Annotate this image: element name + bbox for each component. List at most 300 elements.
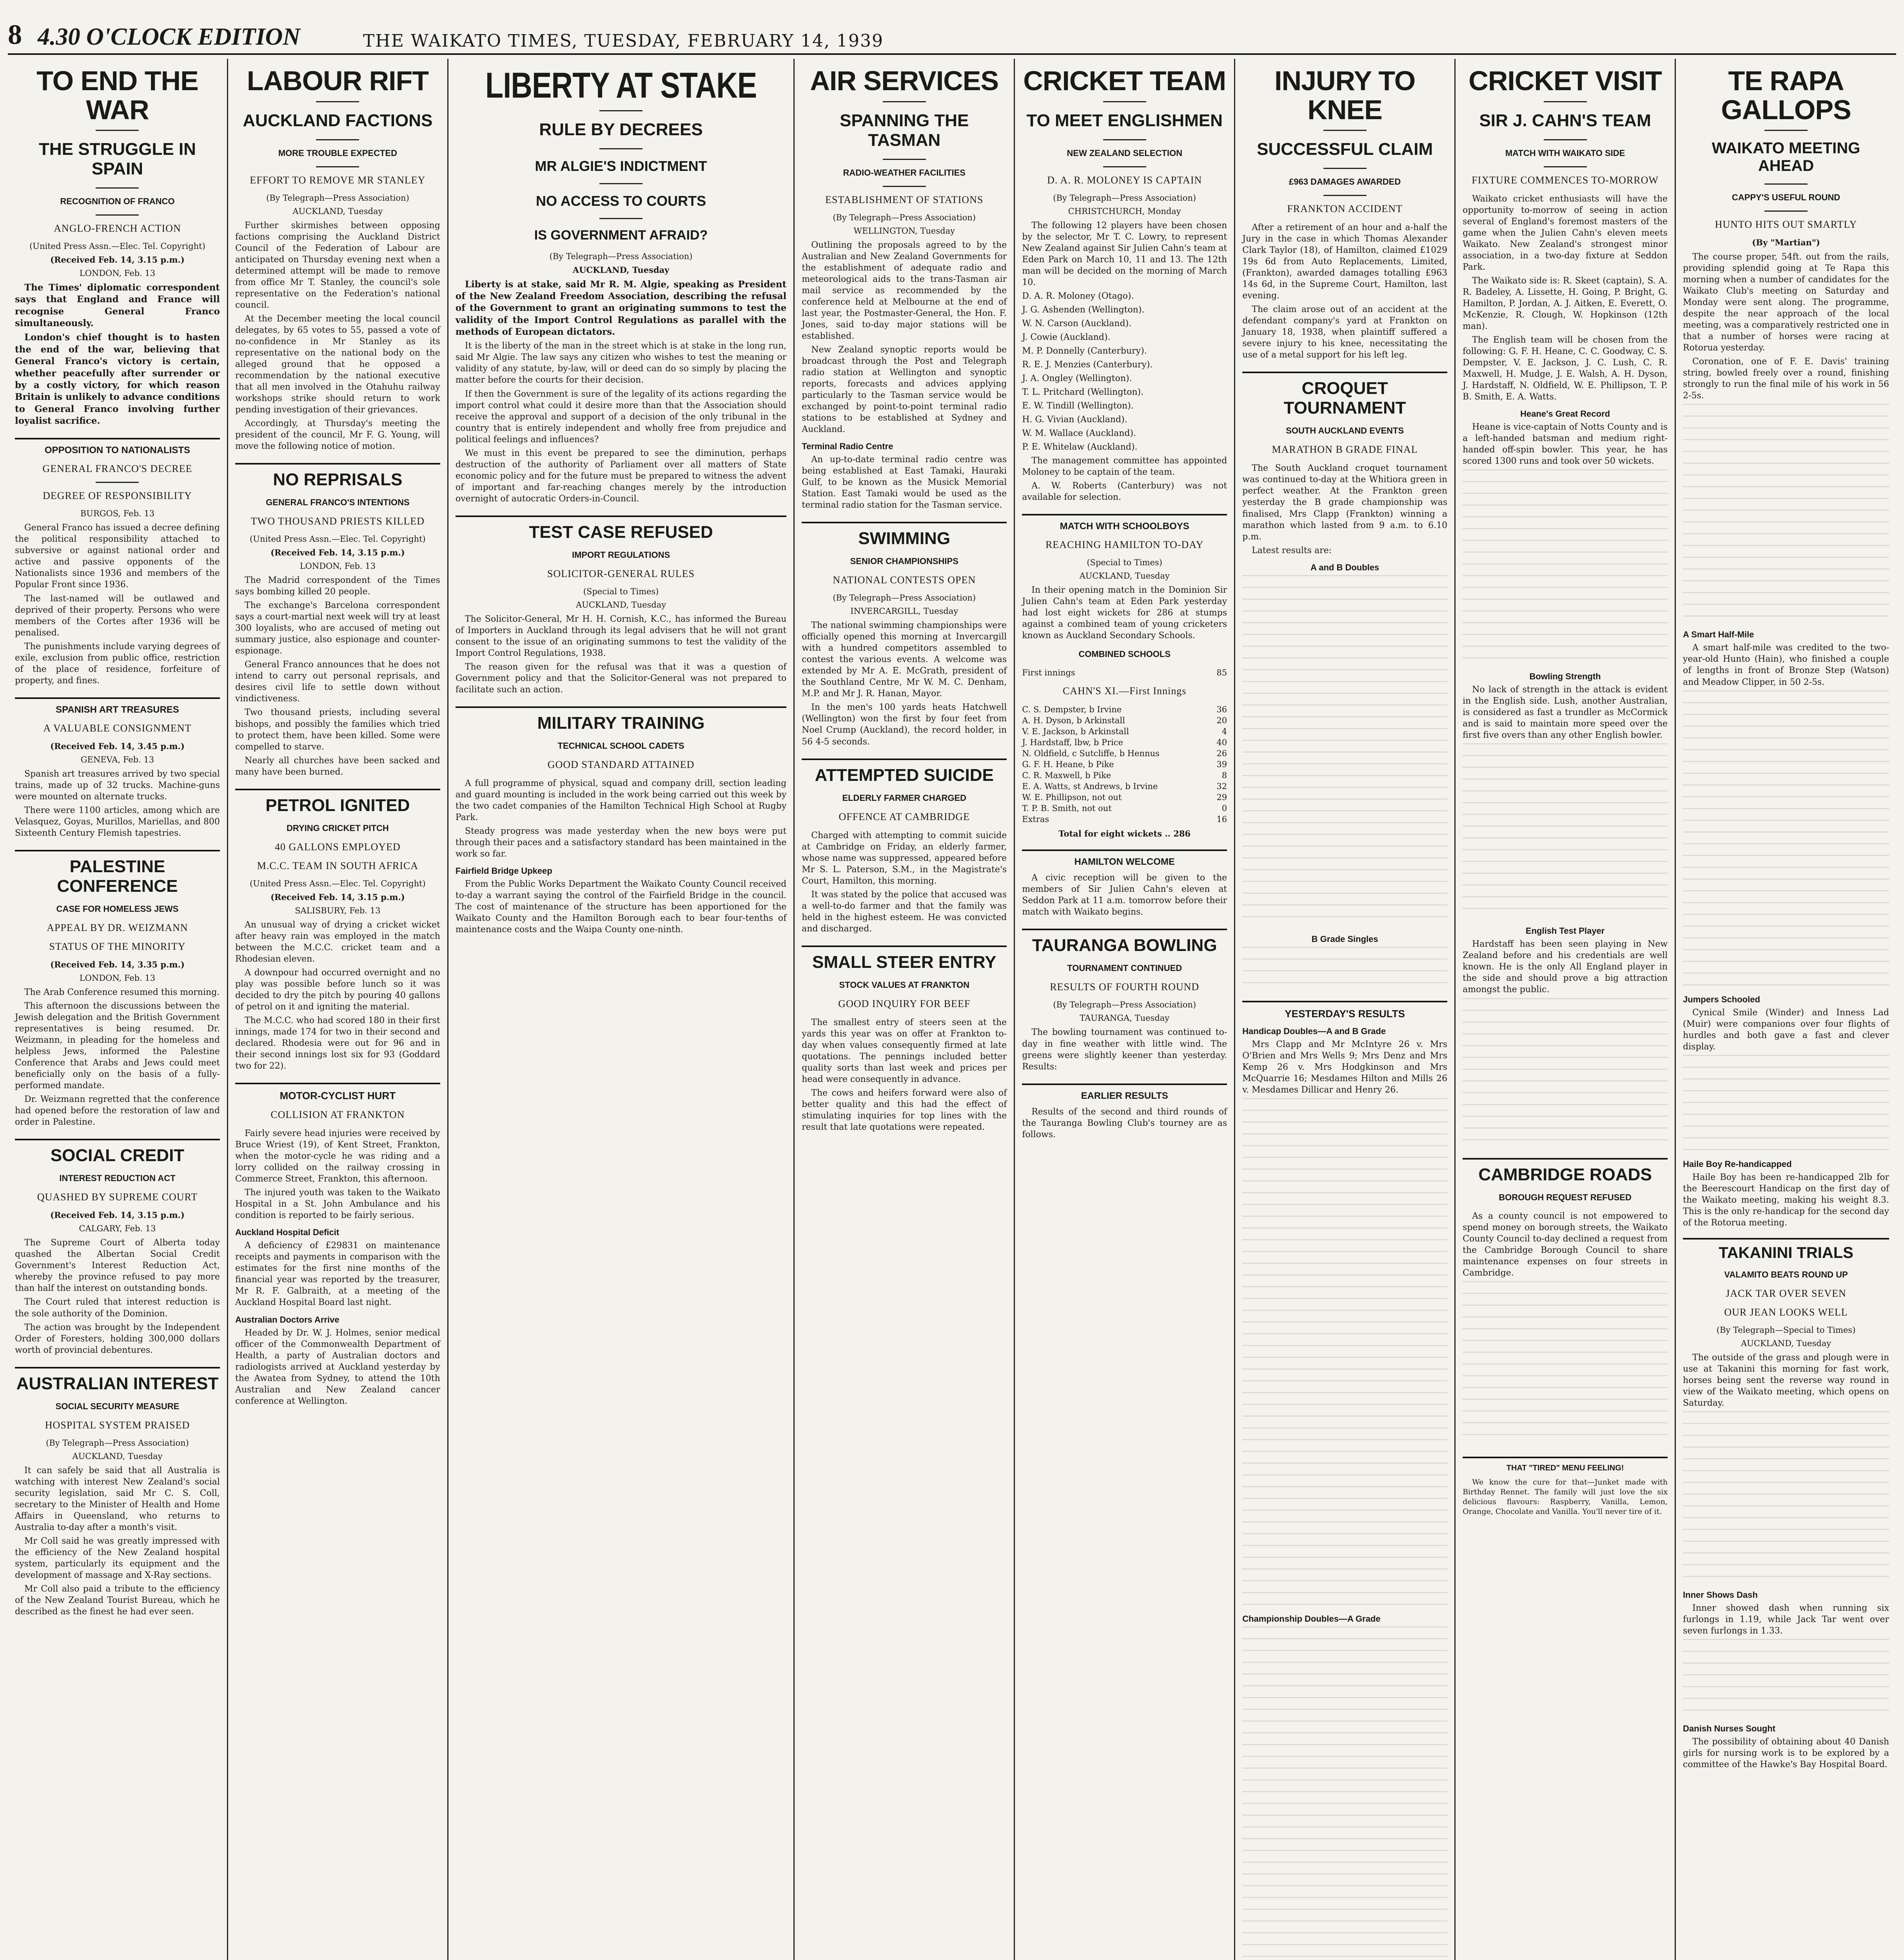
deck: ANGLO-FRENCH ACTION <box>54 223 181 234</box>
deck: A VALUABLE CONSIGNMENT <box>43 722 192 734</box>
deck: BOROUGH REQUEST REFUSED <box>1499 1192 1632 1202</box>
paragraph: An unusual way of drying a cricket wicket after heavy rain was employed in the match between the M.C.C. cricket team and a Rhodesian eleven. <box>235 920 440 964</box>
dateline: GENEVA, Feb. 13 <box>80 755 154 764</box>
received: (Received Feb. 14, 3.15 p.m.) <box>270 548 405 558</box>
deck: APPEAL BY DR. WEIZMANN <box>47 922 188 933</box>
score-head: CAHN'S XI.—First Innings <box>1062 685 1187 697</box>
team-member: R. E. J. Menzies (Canterbury). <box>1022 359 1153 370</box>
credit: (Special to Times) <box>1087 558 1162 568</box>
paragraph: New Zealand synoptic reports would be broadcast through the Post and Telegraph radio station at Wellington and synoptic reports, forecasts and advices applying particularly to the Tasman service would be exchanged by point-to-point terminal radio stations to be established at Sydney and Auckland. <box>802 345 1007 434</box>
subhead: MILITARY TRAINING <box>456 706 786 733</box>
article-text <box>1463 998 1668 1147</box>
dateline: AUCKLAND, Tuesday <box>292 206 383 216</box>
article-text <box>1683 1055 1889 1153</box>
dateline: TAURANGA, Tuesday <box>1080 1013 1170 1023</box>
credit: (By Telegraph—Press Association) <box>46 1438 189 1448</box>
score-name: C. R. Maxwell, b Pike <box>1022 771 1111 780</box>
dateline: WELLINGTON, Tuesday <box>853 226 955 236</box>
sidehead: Championship Doubles—A Grade <box>1242 1613 1381 1624</box>
paragraph: The reason given for the refusal was that it was a question of Government policy and that the Solicitor-General was not prepared to facilitate such an action. <box>455 662 787 695</box>
paragraph: No lack of strength in the attack is evident in the English side. Lush, another Australian, is considered as fast a trundler as McCormick and is said to maintain more speed over the first five overs than any other English bowler. <box>1463 685 1668 740</box>
score-name: G. F. H. Heane, b Pike <box>1022 760 1114 769</box>
paragraph: Headed by Dr. W. J. Holmes, senior medical officer of the Commonwealth Department of Health, a party of Australian doctors and radiologists arrived at Auckland yesterday by the Awatea from Sydney, to attend the 10th Australian and New Zealand cancer conference at Wellington. <box>235 1328 440 1406</box>
sidehead: Terminal Radio Centre <box>802 441 893 452</box>
team-member: W. N. Carson (Auckland). <box>1022 318 1132 328</box>
divider <box>599 218 643 219</box>
newspaper-columns <box>8 59 1896 1960</box>
results-text <box>1242 1098 1447 1608</box>
paragraph: Two thousand priests, including several bishops, and possibly the families which tried to protect them, have been killed. Some were compelled to starve. <box>235 708 440 752</box>
paragraph: The M.C.C. who had scored 180 in their first innings, made 174 for two in their second and declared. Rhodesia were out for 96 and in their second innings lost six for 93 (Goddard two for 22). <box>235 1015 440 1071</box>
deck: VALAMITO BEATS ROUND UP <box>1724 1269 1848 1279</box>
team-member: P. E. Whitelaw (Auckland). <box>1022 442 1138 452</box>
paragraph: This afternoon the discussions between the Jewish delegation and the British Government representatives is being resumed. Dr. Weizmann, in pleading for the homeless and helpless Jews, informed the Palestine Conference that Arabs and Jews could meet beneficially only on the basis of a fully-performed mandate. <box>15 1001 220 1091</box>
divider <box>1544 101 1587 102</box>
divider <box>96 214 139 216</box>
deck: IMPORT REGULATIONS <box>572 550 670 560</box>
team-member: J. Cowie (Auckland). <box>1022 332 1111 342</box>
deck: OFFENCE AT CAMBRIDGE <box>839 811 970 822</box>
deck: EFFORT TO REMOVE MR STANLEY <box>250 174 426 186</box>
sidehead: A and B Doubles <box>1310 562 1379 572</box>
article-text <box>1683 1639 1889 1717</box>
deck: TWO THOUSAND PRIESTS KILLED <box>250 515 425 527</box>
deck: JACK TAR OVER SEVEN <box>1726 1287 1846 1299</box>
divider <box>883 186 926 187</box>
deck: M.C.C. TEAM IN SOUTH AFRICA <box>257 860 419 871</box>
deck: GENERAL FRANCO'S INTENTIONS <box>266 497 410 508</box>
paragraph: As a county council is not empowered to spend money on borough streets, the Waikato County Council to-day declined a request from the Cambridge Borough Council to share maintenance expenses on four streets in Cambridge. <box>1463 1211 1668 1278</box>
deck: SOUTH AUCKLAND EVENTS <box>1286 426 1404 436</box>
advert-heading: THAT "TIRED" MENU FEELING! <box>1463 1457 1668 1473</box>
paragraph: The possibility of obtaining about 40 Danish girls for nursing work is to be explored by a committee of the Hawke's Bay Hospital Board. <box>1683 1737 1889 1770</box>
paragraph: A deficiency of £29831 on maintenance receipts and payments in comparison with the estimates for the first nine months of the financial year was reported by the treasurer, Mr R. F. Galbraith, at a meeting of the Auckland Hospital Board last night. <box>235 1241 440 1308</box>
paragraph: The smallest entry of steers seen at the yards this year was on offer at Frankton to-day when values consequently firmed at late quotations. The pennings included better quality sorts than last week and prices per head were consequently in advance. <box>802 1017 1007 1084</box>
received: (Received Feb. 14, 3.15 p.m.) <box>50 1210 185 1220</box>
paragraph: Cynical Smile (Winder) and Inness Lad (Muir) were companions over four flights of hurdles and both gave a fast and clever display. <box>1683 1007 1889 1052</box>
score-runs: 85 <box>1216 668 1227 678</box>
column-2 <box>228 59 448 1960</box>
headline: LABOUR RIFT <box>247 65 429 96</box>
deck: SOLICITOR-GENERAL RULES <box>547 568 695 579</box>
sidehead: Bowling Strength <box>1529 671 1601 682</box>
headline: INJURY TO KNEE <box>1274 65 1416 125</box>
deck: FRANKTON ACCIDENT <box>1287 203 1403 214</box>
deck: ELDERLY FARMER CHARGED <box>842 793 967 803</box>
headline: CRICKET TEAM <box>1023 65 1226 96</box>
dateline: LONDON, Feb. 13 <box>79 269 156 278</box>
deck: AUCKLAND FACTIONS <box>243 111 433 130</box>
sidehead: B Grade Singles <box>1311 934 1378 944</box>
deck: CASE FOR HOMELESS JEWS <box>56 904 179 914</box>
subhead: SMALL STEER ENTRY <box>802 946 1007 972</box>
dateline: AUCKLAND, Tuesday <box>1741 1338 1831 1348</box>
deck: SIR J. CAHN'S TEAM <box>1479 111 1651 130</box>
deck: NATIONAL CONTESTS OPEN <box>833 574 976 586</box>
paragraph: A. W. Roberts (Canterbury) was not available for selection. <box>1022 481 1227 503</box>
divider <box>316 139 359 140</box>
credit: (By Telegraph—Press Association) <box>1053 193 1196 203</box>
deck: SENIOR CHAMPIONSHIPS <box>850 556 958 566</box>
sidehead: Heane's Great Record <box>1520 409 1610 419</box>
paragraph: Hardstaff has been seen playing in New Zealand before and his credentials are well known. He is the only All England player in the side and should prove a big attraction amongst the public. <box>1463 939 1668 995</box>
article-text <box>1463 743 1668 920</box>
divider <box>1764 183 1808 185</box>
paragraph: After a retirement of an hour and a-half the Jury in the case in which Thomas Alexander Clark Taylor (18), of Hamilton, claimed £1029 19s 6d from Auto Replacements, Limited, (Frankton), awarded damages totalling £963 14s 6d, in the Supreme Court, Hamilton, last evening. <box>1242 223 1448 301</box>
score-runs: 26 <box>1216 749 1227 759</box>
subhead: EARLIER RESULTS <box>1022 1083 1227 1102</box>
sidehead: Haile Boy Re-handicapped <box>1683 1159 1792 1169</box>
deck: FIXTURE COMMENCES TO-MORROW <box>1472 174 1659 186</box>
subhead: PALESTINE CONFERENCE <box>15 850 220 896</box>
paragraph: Heane is vice-captain of Notts County and is a left-handed batsman and medium right-handed off-spin bowler. This year, he has scored 1300 runs and took over 50 wickets. <box>1463 422 1668 466</box>
score-row <box>1022 748 1227 759</box>
deck: £963 DAMAGES AWARDED <box>1289 177 1401 187</box>
dateline: SALISBURY, Feb. 13 <box>295 906 381 915</box>
credit: (United Press Assn.—Elec. Tel. Copyright) <box>250 534 426 544</box>
score-row <box>1022 726 1227 737</box>
paragraph: The course proper, 54ft. out from the rails, providing splendid going at Te Rapa this morning when a number of candidates for the Waikato Club's meeting on Saturday and Monday were sent along. The programme, despite the near approach of the local meeting, was a comparatively restricted one in that a number of horses were racing at Rotorua yesterday. <box>1683 252 1889 353</box>
subhead: PETROL IGNITED <box>235 789 440 815</box>
credit: (By Telegraph—Press Association) <box>833 212 976 222</box>
paragraph: The injured youth was taken to the Waikato Hospital in a St. John Ambulance and his condition is reported to be fairly serious. <box>235 1188 440 1221</box>
team-member: J. A. Ongley (Wellington). <box>1022 373 1132 383</box>
credit: (Special to Times) <box>583 586 659 596</box>
column-6 <box>1235 59 1456 1960</box>
article-text <box>1463 1281 1668 1446</box>
score-row <box>1022 803 1227 814</box>
paragraph: At the December meeting the local council delegates, by 65 votes to 55, passed a vote of no-confidence in Mr Stanley as its representative on the national body on the alleged ground that he opposed a recommendation by the national executive that all men involved in the Otahuhu railway workshops strike should return to work pending investigation of their grievances. <box>235 314 440 415</box>
deck: RESULTS OF FOURTH ROUND <box>1050 981 1200 993</box>
divider <box>599 110 643 111</box>
deck: COLLISION AT FRANKTON <box>270 1109 405 1121</box>
dateline: AUCKLAND, Tuesday <box>1079 571 1170 581</box>
deck: INTEREST REDUCTION ACT <box>59 1173 176 1183</box>
team-member: W. M. Wallace (Auckland). <box>1022 428 1136 438</box>
divider <box>599 183 643 184</box>
masthead <box>8 8 1896 55</box>
column-3 <box>448 59 795 1960</box>
paragraph: The last-named will be outlawed and deprived of their property. Persons who were members of the Cortes after 1936 will be penalised. <box>15 593 220 638</box>
subhead: SOCIAL CREDIT <box>15 1139 220 1165</box>
paragraph: The punishments include varying degrees of exile, exclusion from public office, restriction of the place of residence, forfeiture of property, and fines. <box>15 641 220 686</box>
paragraph: Inner showed dash when running six furlongs in 1.19, while Jack Tar went over seven furlongs in 1.33. <box>1683 1603 1889 1636</box>
paragraph: The action was brought by the Independent Order of Foresters, holding 300,000 dollars worth of provincial debentures. <box>15 1322 220 1355</box>
paragraph: Further skirmishes between opposing factions comprising the Auckland District Council of the Federation of Labour are anticipated on Thursday evening next when a determined attempt will be made to remove from office Mr T. Stanley, the council's sole representative on the Federation's national council. <box>235 220 440 310</box>
score-row <box>1022 715 1227 726</box>
divider <box>1103 101 1146 102</box>
divider <box>599 148 643 149</box>
score-row <box>1022 737 1227 748</box>
deck: SUCCESSFUL CLAIM <box>1257 140 1433 159</box>
deck: MARATHON B GRADE FINAL <box>1272 444 1418 456</box>
advert-text: We know the cure for that—Junket made with Birthday Rennet. The family will just love the six delicious flavours: Raspberry, Vanilla, Lemon, Orange, Chocolate and Vanilla. You'll never tire of it. <box>1463 1477 1668 1516</box>
subhead: HAMILTON WELCOME <box>1022 849 1227 867</box>
dateline: AUCKLAND, Tuesday <box>576 600 666 610</box>
paragraph: General Franco announces that he does not intend to carry out personal reprisals, and desires civil life to settle down without vindictiveness. <box>235 660 440 704</box>
paragraph: A smart half-mile was credited to the two-year-old Hunto (Hain), who finished a couple of lengths in front of Bronze Step (Watson) and Meadow Clipper, in 50 2-5s. <box>1683 643 1889 687</box>
deck: CAPPY'S USEFUL ROUND <box>1732 192 1840 202</box>
results-text <box>1242 575 1447 928</box>
deck: STATUS OF THE MINORITY <box>49 940 186 952</box>
dateline: AUCKLAND, Tuesday <box>572 265 670 275</box>
divider <box>96 130 139 131</box>
score-runs: 29 <box>1216 793 1227 802</box>
paragraph: A civic reception will be given to the members of Sir Julien Cahn's eleven at Seddon Park at 11 a.m. tomorrow before their match with Waikato begins. <box>1022 873 1227 917</box>
score-name: T. P. B. Smith, not out <box>1022 804 1112 813</box>
score-row <box>1022 759 1227 770</box>
headline: TO END THE WAR <box>36 65 198 125</box>
paragraph: There were 1100 articles, among which are Velasquez, Goyas, Murillos, Mariellas, and 800 Sixteenth Century Flemish tapestries. <box>15 805 220 838</box>
credit: (By Telegraph—Press Association) <box>549 251 693 261</box>
paragraph: The outside of the grass and plough were in use at Takanini this morning for fast work, horses being sent the reverse way round in view of the Waikato meeting, which opens on Saturday. <box>1683 1352 1889 1408</box>
dateline: BURGOS, Feb. 13 <box>80 509 155 519</box>
subhead: OPPOSITION TO NATIONALISTS <box>15 438 220 456</box>
dateline: LONDON, Feb. 13 <box>299 561 376 571</box>
paragraph: The exchange's Barcelona correspondent says a court-martial next week will try at least 300 loyalists, who are accused of meting out summary justice, also espionage and counter-espionage. <box>235 601 440 656</box>
deck: MORE TROUBLE EXPECTED <box>278 148 397 158</box>
score-runs: 36 <box>1216 705 1227 715</box>
scorecard <box>1022 704 1227 825</box>
divider <box>316 101 359 102</box>
deck: 40 GALLONS EMPLOYED <box>274 841 401 853</box>
dateline: INVERCARGILL, Tuesday <box>850 606 958 616</box>
paragraph: Accordingly, at Thursday's meeting the president of the council, Mr F. G. Young, will move the following notice of motion. <box>235 419 440 452</box>
score-name: V. E. Jackson, b Arkinstall <box>1022 727 1129 737</box>
credit: (United Press Assn.—Elec. Tel. Copyright) <box>29 241 205 251</box>
team-member: E. W. Tindill (Wellington). <box>1022 401 1134 411</box>
team-member: H. G. Vivian (Auckland). <box>1022 414 1127 425</box>
paragraph: The national swimming championships were officially opened this morning at Invercargill with a hundred competitors assembled to contest the various events. A welcome was extended by Mr A. E. McGrath, president of the Southland Centre, Mr W. M. C. Denham, M.P. and Mr J. R. Hanan, Mayor. <box>802 621 1007 699</box>
sidehead: Jumpers Schooled <box>1683 994 1760 1004</box>
score-runs: 40 <box>1216 738 1227 748</box>
paragraph: Results of the second and third rounds of the Tauranga Bowling Club's tourney are as follows. <box>1022 1107 1227 1140</box>
received: (Received Feb. 14, 3.45 p.m.) <box>50 741 185 751</box>
column-1 <box>8 59 228 1960</box>
paragraph: Spanish art treasures arrived by two special trains, made up of 32 trucks. Machine-guns were mounted on alternate trucks. <box>15 769 220 802</box>
score-runs: 20 <box>1216 716 1227 726</box>
column-7 <box>1456 59 1676 1960</box>
subhead: ATTEMPTED SUICIDE <box>802 759 1007 785</box>
subhead: TAURANGA BOWLING <box>1022 929 1227 955</box>
score-name: W. E. Phillipson, not out <box>1022 793 1122 802</box>
paragraph: Mr Coll also paid a tribute to the efficiency of the New Zealand Tourist Bureau, which he described as the finest he had ever seen. <box>15 1584 220 1617</box>
column-8 <box>1676 59 1896 1960</box>
paragraph: We must in this event be prepared to see the diminution, perhaps destruction of the authority of Parliament over all matters of State economic policy and for the future must be prepared to witness the advent of important and far-reaching changes merely by the introduction overnight of autocratic Orders-in-Council. <box>455 448 787 504</box>
deck: RULE BY DECREES <box>539 120 703 139</box>
received: (Received Feb. 14, 3.15 p.m.) <box>270 892 405 902</box>
deck: GOOD STANDARD ATTAINED <box>547 759 695 771</box>
paragraph: A full programme of physical, squad and company drill, section leading and guard mounting is included in the work being carried out this week by the two cadet companies of the Hamilton Technical High School at Rugby Park. <box>455 779 787 823</box>
headline: CRICKET VISIT <box>1468 65 1662 96</box>
paragraph: The English team will be chosen from the following: G. F. H. Heane, C. C. Goodway, C. S. Dempster, V. E. Jackson, J. C. Lush, C. R. Maxwell, H. Mudge, J. E. Walsh, A. H. Dyson, J. Hardstaff, N. Oldfield, W. E. Phillipson, T. P. B. Smith, E. A. Watts. <box>1463 335 1668 402</box>
score-row <box>1022 814 1227 825</box>
paragraph: Nearly all churches have been sacked and many have been burned. <box>235 755 440 777</box>
score-runs: 39 <box>1216 760 1227 769</box>
divider <box>1323 195 1367 196</box>
divider <box>883 101 926 102</box>
paragraph: Fairly severe head injuries were received by Bruce Wriest (19), of Kent Street, Frankton, when the motor-cycle he was riding and a lorry collided on the railway crossing in Commerce Street, Frankton, this afternoon. <box>235 1129 440 1184</box>
paragraph: General Franco has issued a decree defining the political responsibility attached to subversive or against national order and active and passive opponents of the Nationalists since 1936 and members of the Popular Front since 1936. <box>15 523 220 590</box>
paragraph: A downpour had occurred overnight and no play was possible before lunch so it was decided to dry the pitch by pouring 40 gallons of petrol on it and igniting the material. <box>235 967 440 1012</box>
deck: RADIO-WEATHER FACILITIES <box>843 167 966 178</box>
paragraph: The Waikato side is: R. Skeet (captain), S. A. R. Badeley, A. Lissette, H. Going, P. Bright, G. Hamilton, P. Jordan, A. J. Aitken, E. Everett, O. McKenzie, R. Clough, W. Hopkinson (12th man). <box>1463 276 1668 331</box>
deck: REACHING HAMILTON TO-DAY <box>1045 539 1204 551</box>
paragraph: Waikato cricket enthusiasts will have the opportunity to-morrow of seeing in action several of England's foremost masters of the game when the Julien Cahn's eleven meets Waikato. New Zealand's strongest minor association, in a two-day fixture at Seddon Park. <box>1463 194 1668 272</box>
score-row <box>1022 792 1227 803</box>
divider <box>883 159 926 160</box>
score-total: Total for eight wickets .. 286 <box>1058 829 1191 839</box>
divider <box>96 187 139 189</box>
score-runs: 8 <box>1222 771 1227 780</box>
headline: TE RAPA GALLOPS <box>1721 65 1851 125</box>
results-text <box>1242 947 1447 990</box>
team-member: J. G. Ashenden (Wellington). <box>1022 305 1145 315</box>
divider <box>316 166 359 167</box>
divider <box>1323 168 1367 169</box>
deck: ESTABLISHMENT OF STATIONS <box>825 194 984 205</box>
divider <box>1544 166 1587 167</box>
paragraph: Steady progress was made yesterday when the new boys were put through their paces and a satisfactory standard has been maintained in the work so far. <box>455 826 787 859</box>
score-name: First innings <box>1022 668 1075 678</box>
paragraph: Dr. Weizmann regretted that the conference had opened before the restoration of law and order in Palestine. <box>15 1094 220 1127</box>
paragraph: The Madrid correspondent of the Times says bombing killed 20 people. <box>235 575 440 597</box>
score-runs: 16 <box>1216 815 1227 824</box>
deck: MR ALGIE'S INDICTMENT <box>535 158 707 174</box>
paragraph: The bowling tournament was continued to-day in fine weather with little wind. The greens were slightly keener than yesterday. Results: <box>1022 1027 1227 1072</box>
credit: (By Telegraph—Press Association) <box>1053 1000 1196 1010</box>
column-4 <box>795 59 1015 1960</box>
paragraph: In their opening match in the Dominion Sir Julien Cahn's team at Eden Park yesterday had lost eight wickets for 286 at stumps against a combined team of young cricketers known as Auckland Secondary Schools. <box>1022 585 1227 641</box>
sidehead: Handicap Doubles—A and B Grade <box>1242 1026 1386 1036</box>
deck: GOOD INQUIRY FOR BEEF <box>838 998 971 1009</box>
sidehead: Danish Nurses Sought <box>1683 1724 1775 1734</box>
paragraph: The Times' diplomatic correspondent says that England and France will recognise General Franco simultaneously. <box>15 282 220 329</box>
paragraph: The Arab Conference resumed this morning. <box>24 987 220 997</box>
score-row <box>1022 667 1227 678</box>
score-row <box>1022 704 1227 715</box>
deck: DEGREE OF RESPONSIBILITY <box>43 490 192 502</box>
credit: (By Telegraph—Special to Times) <box>1716 1325 1856 1335</box>
received: (Received Feb. 14, 3.35 p.m.) <box>50 959 185 969</box>
score-name: Extras <box>1022 815 1049 824</box>
deck: STOCK VALUES AT FRANKTON <box>839 980 969 990</box>
paragraph: Outlining the proposals agreed to by the Australian and New Zealand Governments for the establishment of adequate radio and meteorological aids to the trans-Tasman air mail service as recommended by the conference held at Melbourne at the end of last year, the Postmaster-General, the Hon. F. Jones, said to-day major stations will be established. <box>802 240 1007 341</box>
paper-title: THE WAIKATO TIMES, TUESDAY, FEBRUARY 14, 1939 <box>363 31 884 51</box>
score-name: C. S. Dempster, b Irvine <box>1022 705 1122 715</box>
paragraph: The following 12 players have been chosen by the selector, Mr T. C. Lowry, to represent New Zealand against Sir Julien Cahn's team at Eden Park on March 10, 11 and 13. The 12th man will be decided on the morning of March 10. <box>1022 220 1227 287</box>
score-name: J. Hardstaff, lbw, b Price <box>1022 738 1124 748</box>
deck: GENERAL FRANCO'S DECREE <box>42 463 192 475</box>
column-5 <box>1015 59 1235 1960</box>
deck: HOSPITAL SYSTEM PRAISED <box>45 1419 190 1431</box>
dateline: CALGARY, Feb. 13 <box>79 1224 156 1234</box>
deck: QUASHED BY SUPREME COURT <box>37 1191 198 1203</box>
credit: (By "Martian") <box>1752 238 1820 247</box>
sidehead: Fairfield Bridge Upkeep <box>455 866 552 876</box>
subhead: SPANISH ART TREASURES <box>15 697 220 715</box>
divider <box>1103 139 1146 140</box>
deck: RECOGNITION OF FRANCO <box>60 196 175 206</box>
divider <box>1764 130 1808 131</box>
subhead: NO REPRISALS <box>235 463 440 490</box>
paragraph: The South Auckland croquet tournament was continued to-day at the Whitiora green in perfect weather. At the Frankton green yesterday the B grade championship was finalised, Mrs Clapp (Frankton) winning a marathon which lasted from 9 a.m. to 6.10 p.m. <box>1242 463 1448 542</box>
divider <box>1323 130 1367 131</box>
deck: TO MEET ENGLISHMEN <box>1026 111 1223 130</box>
team-member: M. P. Donnelly (Canterbury). <box>1022 346 1147 356</box>
dateline: AUCKLAND, Tuesday <box>72 1451 163 1461</box>
divider <box>1764 211 1808 212</box>
sidehead: Inner Shows Dash <box>1683 1590 1758 1600</box>
paragraph: It is the liberty of the man in the street which is at stake in the long run, said Mr Algie. The law says any citizen who wishes to test the meaning or validity of any statute, by-law, will or deed can do so simply by placing the matter before the courts for their decision. <box>455 341 787 385</box>
team-list <box>1022 290 1227 453</box>
subhead: AUSTRALIAN INTEREST <box>15 1367 220 1394</box>
results-text <box>1242 1626 1447 1960</box>
paragraph: Mr Coll said he was greatly impressed with the efficiency of the New Zealand hospital system, particularly its equipment and the development of massage and X-Ray sections. <box>15 1536 220 1580</box>
page-number: 8 <box>8 19 22 50</box>
credit: (United Press Assn.—Elec. Tel. Copyright) <box>250 878 426 888</box>
subhead: SWIMMING <box>802 522 1007 548</box>
sidehead: English Test Player <box>1525 926 1605 936</box>
paragraph: The management committee has appointed Moloney to be captain of the team. <box>1022 456 1227 477</box>
paragraph: Coronation, one of F. E. Davis' training string, bowled freely over a round, finishing strongly to run the final mile of his work in 56 2-5s. <box>1683 357 1889 401</box>
deck: SOCIAL SECURITY MEASURE <box>55 1401 180 1411</box>
score-name: A. H. Dyson, b Arkinstall <box>1022 716 1125 726</box>
subhead: MATCH WITH SCHOOLBOYS <box>1022 514 1227 532</box>
score-row <box>1022 770 1227 781</box>
deck: DRYING CRICKET PITCH <box>287 823 389 833</box>
subhead: MOTOR-CYCLIST HURT <box>235 1083 440 1102</box>
subhead: TAKANINI TRIALS <box>1683 1238 1889 1262</box>
edition-label: 4.30 O'CLOCK EDITION <box>38 24 301 50</box>
article-text <box>1683 690 1889 988</box>
divider <box>96 482 139 483</box>
paragraph: Liberty is at stake, said Mr R. M. Algie, speaking as President of the New Zealand Freedom Association, describing the refusal of the Government to grant an originating summons to test the validity of the Import Control Regulations as parallel with the methods of European dictators. <box>455 279 787 338</box>
paragraph: The cows and heifers forward were also of better quality and this had the effect of stimulating inquiries for top lines with the result that late quotations were repeated. <box>802 1088 1007 1132</box>
dateline: LONDON, Feb. 13 <box>79 973 156 983</box>
deck: NEW ZEALAND SELECTION <box>1067 148 1182 158</box>
paragraph: Mrs Clapp and Mr McIntyre 26 v. Mrs O'Brien and Mrs Wells 9; Mrs Denz and Mrs Kemp 26 v. Mrs Hodgkinson and Mrs McQuarrie 16; Mesdames Hilton and Mills 26 v. Mesdames Dillicar and Henry 26. <box>1242 1039 1448 1095</box>
sidehead: Auckland Hospital Deficit <box>235 1227 339 1238</box>
paragraph: If then the Government is sure of the legality of its actions regarding the import control what could it desire more than that the Association should receive the approval and support of a decision of the only tribunal in the country that is entirely independent and wholly free from prejudice and political feelings and influences? <box>455 389 787 445</box>
divider <box>1103 166 1146 167</box>
deck: HUNTO HITS OUT SMARTLY <box>1715 219 1857 230</box>
deck: SPANNING THE TASMAN <box>840 111 969 150</box>
paragraph: The Solicitor-General, Mr H. H. Cornish, K.C., has informed the Bureau of Importers in Auckland through its legal advisers that he will not grant consent to the issue of an originating summons to test the validity of the Import Control Regulations, 1938. <box>455 614 787 658</box>
deck: TOURNAMENT CONTINUED <box>1067 963 1182 973</box>
deck: NO ACCESS TO COURTS <box>536 192 706 209</box>
paragraph: The Supreme Court of Alberta today quashed the Albertan Social Credit Government's Interest Reduction Act, whereby the province refused to pay more than half the interest on outstanding bonds. <box>15 1238 220 1294</box>
paragraph: In the men's 100 yards heats Hatchwell (Wellington) won the first by four feet from Noel Crump (Auckland), the record holder, in 56 4-5 seconds. <box>802 702 1007 747</box>
article-text <box>1463 469 1668 665</box>
dateline: CHRISTCHURCH, Monday <box>1068 206 1181 216</box>
deck: D. A. R. MOLONEY IS CAPTAIN <box>1047 174 1202 186</box>
paragraph: Haile Boy has been re-handicapped 2lb for the Beerescourt Handicap on the first day of the Waikato meeting, making his weight 8.3. This is the only re-handicap for the second day of the Rotorua meeting. <box>1683 1172 1889 1228</box>
score-runs: 0 <box>1222 804 1227 813</box>
deck: OUR JEAN LOOKS WELL <box>1724 1306 1848 1318</box>
sidehead: A Smart Half-Mile <box>1683 630 1754 640</box>
paragraph: London's chief thought is to hasten the end of the war, believing that General Franco's victory is certain, whether peacefully after surrender or by a costly victory, for which reason Britain is unlikely to advance conditions to General Franco involving further loyalist sacrifice. <box>15 332 220 426</box>
score-name: E. A. Watts, st Andrews, b Irvine <box>1022 782 1158 791</box>
score-runs: 4 <box>1222 727 1227 737</box>
received: (Received Feb. 14, 3.15 p.m.) <box>50 255 185 265</box>
divider <box>1544 139 1587 140</box>
deck: IS GOVERNMENT AFRAID? <box>534 227 708 243</box>
subhead: CAMBRIDGE ROADS <box>1463 1158 1668 1185</box>
paragraph: From the Public Works Department the Waikato County Council received to-day a warrant saying the control of the Fairfield Bridge in the council. The cost of maintenance of the structure has been apportioned for the Waikato County and the Hamilton Borough each to bear four-tenths of maintenance costs and the Waipa County one-ninth. <box>455 879 787 935</box>
headline: AIR SERVICES <box>810 65 999 96</box>
subhead: YESTERDAY'S RESULTS <box>1242 1001 1447 1020</box>
